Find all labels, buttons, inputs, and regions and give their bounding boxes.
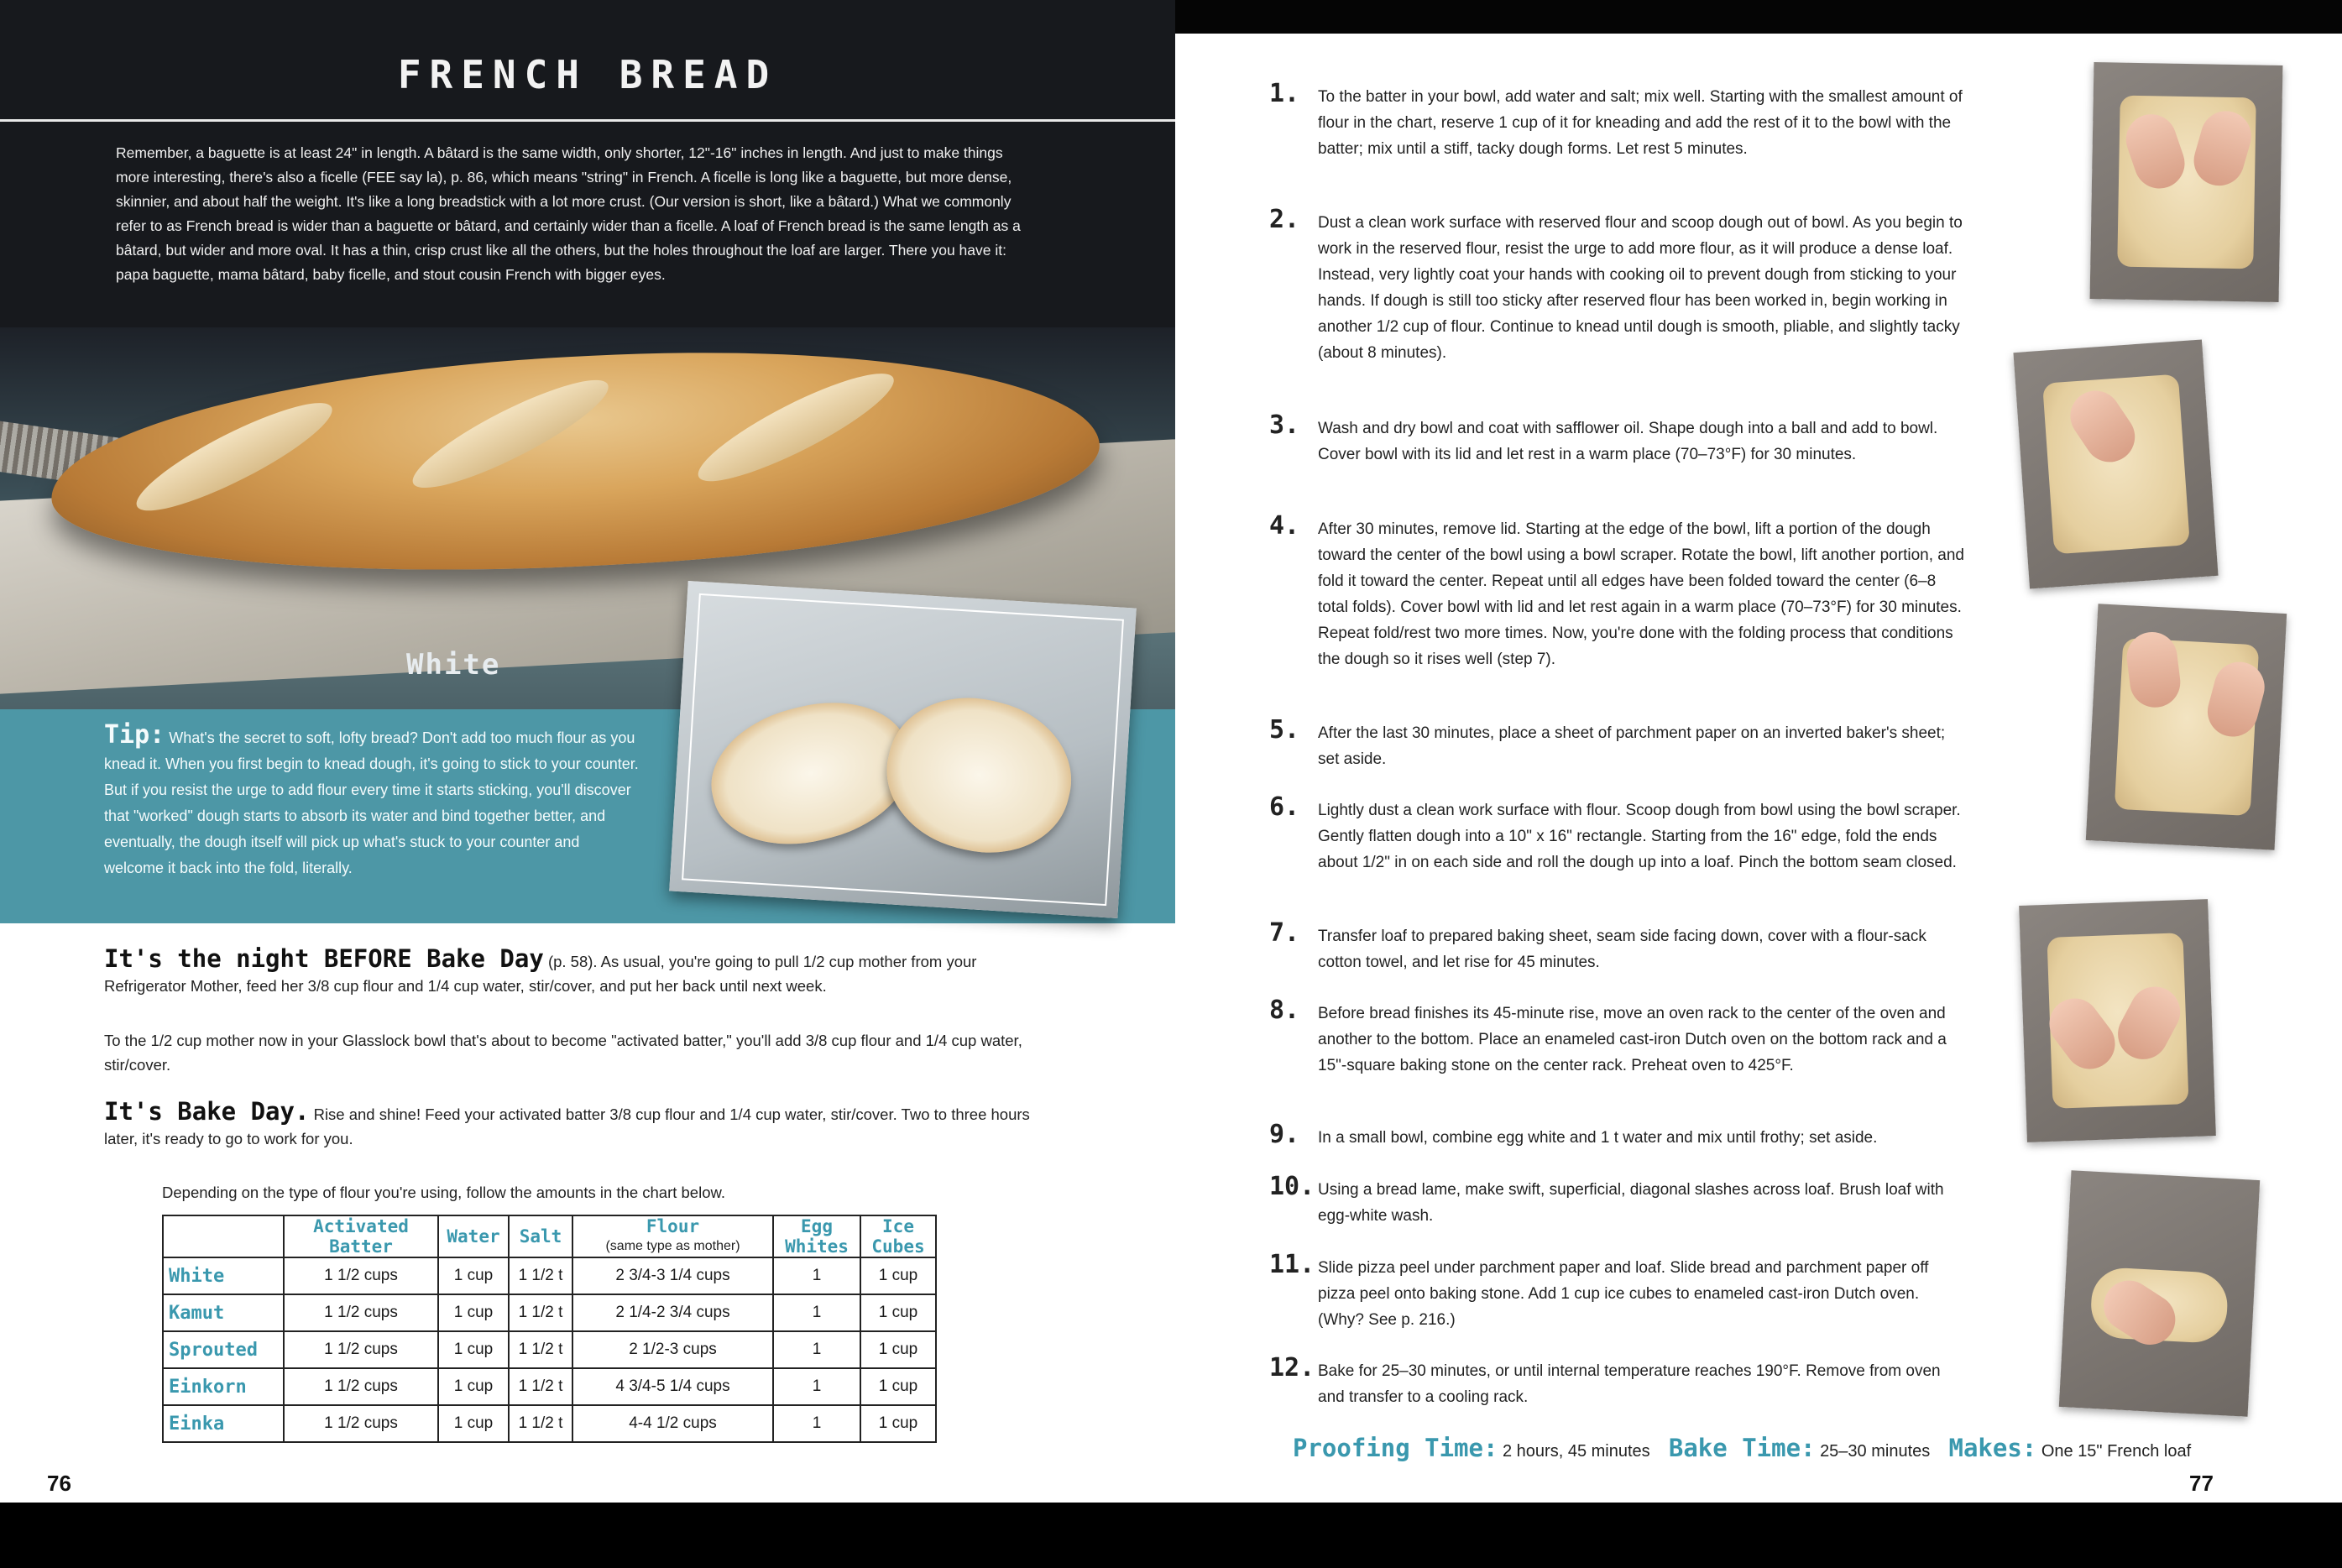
- step-number: 11.: [1269, 1250, 1315, 1279]
- cell-flour: 2 1/4-2 3/4 cups: [572, 1294, 773, 1331]
- cell-flour: 2 1/2-3 cups: [572, 1331, 773, 1368]
- right-page: [1175, 34, 2342, 1503]
- step-12: [1269, 1353, 1964, 1410]
- left-page: [0, 0, 1175, 1503]
- sliced-bread-photo: [669, 581, 1137, 918]
- table-row: [163, 1331, 936, 1368]
- cell-salt: 1 1/2 t: [509, 1294, 572, 1331]
- cell-batter: 1 1/2 cups: [284, 1331, 438, 1368]
- bake-day-heading: It's Bake Day.: [104, 1097, 310, 1126]
- step-8: [1269, 996, 1964, 1079]
- night-before-text: (p. 58). As usual, you're going to pull 1/2 cup mother from your Refrigerator Mother, feed her 3/8 cup flour and 1/4 cup water, stir/cover, and put her back until next week.: [104, 953, 977, 995]
- row-name: Sprouted: [163, 1331, 284, 1368]
- step-10: [1269, 1172, 1964, 1229]
- page-number-right: 77: [2189, 1471, 2214, 1496]
- intro-paragraph: Remember, a baguette is at least 24" in length. A bâtard is the same width, only shorter, 12"-16" inches in length. And just to make things more interesting, there's also a ficelle (FEE say la), p. 86, which means "string" in French. A ficelle is long like a baguette, but more dense, skinnier, and about half the weight. It's like a long breadstick with a lot more crust. (Our version is short, like a bâtard.) What we commonly refer to as French bread is wider than a baguette or bâtard, and certainly wider than a ficelle. A loaf of French bread is the same length as a bâtard, but wider and more oval. It has a thin, crisp crust like all the others, but the holes throughout the loaf are larger. There you have it: papa baguette, mama bâtard, baby ficelle, and stout cousin French with bigger eyes.: [116, 144, 1021, 283]
- step-4: [1269, 511, 1964, 672]
- bake-value: 25–30 minutes: [1820, 1442, 1931, 1461]
- header-salt: Salt: [509, 1215, 572, 1257]
- step-text: To the batter in your bowl, add water and salt; mix well. Starting with the smallest amount of flour in the chart, reserve 1 cup of it for kneading and add the rest of it to the bowl with the batter; mix until a stiff, tacky dough forms. Let rest 5 minutes.: [1318, 88, 1963, 158]
- cell-batter: 1 1/2 cups: [284, 1368, 438, 1405]
- cell-water: 1 cup: [438, 1257, 509, 1294]
- cell-ice: 1 cup: [860, 1405, 936, 1442]
- step-number: 5.: [1269, 715, 1300, 745]
- table-row: [163, 1294, 936, 1331]
- step-photo-roll: [2019, 899, 2216, 1142]
- proofing-label: Proofing Time:: [1293, 1434, 1498, 1462]
- cell-egg: 1: [773, 1405, 860, 1442]
- night-before-section: [104, 944, 1036, 998]
- recipe-summary: [1293, 1434, 2191, 1462]
- top-black-bar: [1175, 0, 2342, 34]
- cell-batter: 1 1/2 cups: [284, 1257, 438, 1294]
- step-text: Transfer loaf to prepared baking sheet, seam side facing down, cover with a flour-sack cotton towel, and let rise for 45 minutes.: [1318, 928, 1926, 971]
- table-row: [163, 1368, 936, 1405]
- step-text: Lightly dust a clean work surface with flour. Scoop dough from bowl using the bowl scraper. Gently flatten dough into a 10" x 16" rectangle. Starting from the 16" edge, fold the ends about 1/2" in on each side and roll the dough up into a loaf. Pinch the bottom seam closed.: [1318, 802, 1961, 871]
- step-number: 9.: [1269, 1120, 1300, 1149]
- bake-label: Bake Time:: [1668, 1434, 1816, 1462]
- header-blank: [163, 1215, 284, 1257]
- tip-box: [104, 722, 641, 881]
- step-photo-flatten: [2013, 339, 2218, 588]
- step-text: Slide pizza peel under parchment paper and loaf. Slide bread and parchment paper off pizza peel onto baking stone. Add 1 cup ice cubes to enameled cast-iron Dutch oven. (Why? See p. 216.): [1318, 1259, 1929, 1329]
- loaf-slash: [688, 357, 904, 498]
- step-photo-fold: [2086, 604, 2287, 849]
- cell-egg: 1: [773, 1368, 860, 1405]
- step-1: [1269, 79, 1964, 162]
- bake-day-section: [104, 1097, 1036, 1151]
- step-3: [1269, 410, 1964, 468]
- chart-caption: Depending on the type of flour you're using, follow the amounts in the chart below.: [162, 1184, 725, 1201]
- table-row: [163, 1257, 936, 1294]
- header-water: Water: [438, 1215, 509, 1257]
- header-ice: Ice Cubes: [860, 1215, 936, 1257]
- cell-ice: 1 cup: [860, 1368, 936, 1405]
- step-number: 12.: [1269, 1353, 1315, 1382]
- step-text: Using a bread lame, make swift, superficial, diagonal slashes across loaf. Brush loaf with egg-white wash.: [1318, 1181, 1944, 1225]
- step-text: Before bread finishes its 45-minute rise, move an oven rack to the center of the oven and another to the bottom. Place an enameled cast-iron Dutch oven on the bottom rack and a 15"-square baking stone on the center rack. Preheat oven to 425°F.: [1318, 1005, 1947, 1074]
- photo-frame: [682, 593, 1124, 906]
- step-number: 3.: [1269, 410, 1300, 440]
- proofing-value: 2 hours, 45 minutes: [1503, 1442, 1650, 1461]
- step-photo-knead: [2090, 62, 2283, 302]
- row-name: White: [163, 1257, 284, 1294]
- table-header-row: [163, 1215, 936, 1257]
- title-divider: [0, 119, 1175, 122]
- tip-label: Tip:: [104, 720, 165, 750]
- cell-flour: 4 3/4-5 1/4 cups: [572, 1368, 773, 1405]
- step-text: Bake for 25–30 minutes, or until internal temperature reaches 190°F. Remove from oven and transfer to a cooling rack.: [1318, 1362, 1941, 1406]
- cell-egg: 1: [773, 1257, 860, 1294]
- step-7: [1269, 918, 1964, 975]
- header-flour-label: Flour: [646, 1216, 700, 1236]
- cell-batter: 1 1/2 cups: [284, 1294, 438, 1331]
- cell-ice: 1 cup: [860, 1294, 936, 1331]
- step-text: Wash and dry bowl and coat with safflower oil. Shape dough into a ball and add to bowl. Cover bowl with its lid and let rest in a warm place (70–73°F) for 30 minutes.: [1318, 420, 1938, 463]
- step-text: After 30 minutes, remove lid. Starting at the edge of the bowl, lift a portion of the dough toward the center of the bowl using a bowl scraper. Rotate the bowl, lift another portion, and fold it toward the center. Repeat until all edges have been folded toward the center (6–8 total folds). Cover bowl with lid and let rest again in a warm place (70–73°F) for 30 minutes. Repeat fold/rest two more times. Now, you're done with the folding process that conditions the dough so it rises well (step 7).: [1318, 520, 1964, 668]
- cell-egg: 1: [773, 1294, 860, 1331]
- photo-label: White: [406, 648, 501, 682]
- step-text: In a small bowl, combine egg white and 1 t water and mix until frothy; set aside.: [1318, 1129, 1878, 1147]
- cell-salt: 1 1/2 t: [509, 1331, 572, 1368]
- cell-water: 1 cup: [438, 1405, 509, 1442]
- step-number: 2.: [1269, 205, 1300, 234]
- cell-salt: 1 1/2 t: [509, 1405, 572, 1442]
- night-before-heading: It's the night BEFORE Bake Day: [104, 944, 544, 973]
- row-name: Einkorn: [163, 1368, 284, 1405]
- header-batter: Activated Batter: [284, 1215, 438, 1257]
- step-5: [1269, 715, 1964, 772]
- loaf-slash: [403, 363, 619, 504]
- tip-text: What's the secret to soft, lofty bread? Don't add too much flour as you knead it. When you first begin to knead dough, it's going to stick to your counter. But if you resist the urge to add flour every time it starts sticking, you'll discover that "worked" dough starts to absorb its water and bind together better, and eventually, the dough itself will pick up what's stuck to your counter and welcome it back into the fold, literally.: [104, 729, 639, 876]
- makes-value: One 15" French loaf: [2041, 1442, 2192, 1461]
- step-text: After the last 30 minutes, place a sheet of parchment paper on an inverted baker's sheet; set aside.: [1318, 724, 1946, 768]
- cell-salt: 1 1/2 t: [509, 1257, 572, 1294]
- header-egg: Egg Whites: [773, 1215, 860, 1257]
- cell-water: 1 cup: [438, 1368, 509, 1405]
- cell-batter: 1 1/2 cups: [284, 1405, 438, 1442]
- step-6: [1269, 792, 1964, 875]
- loaf-slash: [127, 386, 342, 527]
- step-text: Dust a clean work surface with reserved flour and scoop dough out of bowl. As you begin to work in the reserved flour, resist the urge to add more flour, as it will produce a dense loaf. Instead, very lightly coat your hands with cooking oil to prevent dough from sticking to your hands. If dough is still too sticky after reserved flour has been worked in, begin working in another 1/2 cup of flour. Continue to knead until dough is smooth, pliable, and slightly tacky (about 8 minutes).: [1318, 214, 1963, 362]
- cell-flour: 2 3/4-3 1/4 cups: [572, 1257, 773, 1294]
- bottom-black-bar: [0, 1503, 2342, 1568]
- makes-label: Makes:: [1948, 1434, 2037, 1462]
- cell-flour: 4-4 1/2 cups: [572, 1405, 773, 1442]
- step-number: 8.: [1269, 996, 1300, 1025]
- row-name: Kamut: [163, 1294, 284, 1331]
- page-title: FRENCH BREAD: [397, 52, 778, 97]
- cell-water: 1 cup: [438, 1294, 509, 1331]
- header-flour-sub: (same type as mother): [605, 1239, 740, 1253]
- cell-water: 1 cup: [438, 1331, 509, 1368]
- step-2: [1269, 205, 1964, 366]
- header-flour: [572, 1215, 773, 1257]
- step-number: 4.: [1269, 511, 1300, 541]
- page-number-left: 76: [47, 1471, 71, 1496]
- step-11: [1269, 1250, 1964, 1333]
- glasslock-paragraph: To the 1/2 cup mother now in your Glasslock bowl that's about to become "activated batter," you'll add 3/8 cup flour and 1/4 cup water, stir/cover.: [104, 1032, 1022, 1074]
- cell-salt: 1 1/2 t: [509, 1368, 572, 1405]
- step-9: [1269, 1120, 1964, 1151]
- table-row: [163, 1405, 936, 1442]
- step-number: 10.: [1269, 1172, 1315, 1201]
- cell-ice: 1 cup: [860, 1331, 936, 1368]
- step-photo-loaf: [2059, 1170, 2260, 1416]
- row-name: Einka: [163, 1405, 284, 1442]
- step-number: 6.: [1269, 792, 1300, 822]
- step-number: 1.: [1269, 79, 1300, 108]
- bake-day-text: Rise and shine! Feed your activated batter 3/8 cup flour and 1/4 cup water, stir/cover. Two to three hours later, it's ready to go to work for you.: [104, 1105, 1030, 1147]
- cell-ice: 1 cup: [860, 1257, 936, 1294]
- cell-egg: 1: [773, 1331, 860, 1368]
- step-number: 7.: [1269, 918, 1300, 948]
- flour-chart: [162, 1215, 937, 1443]
